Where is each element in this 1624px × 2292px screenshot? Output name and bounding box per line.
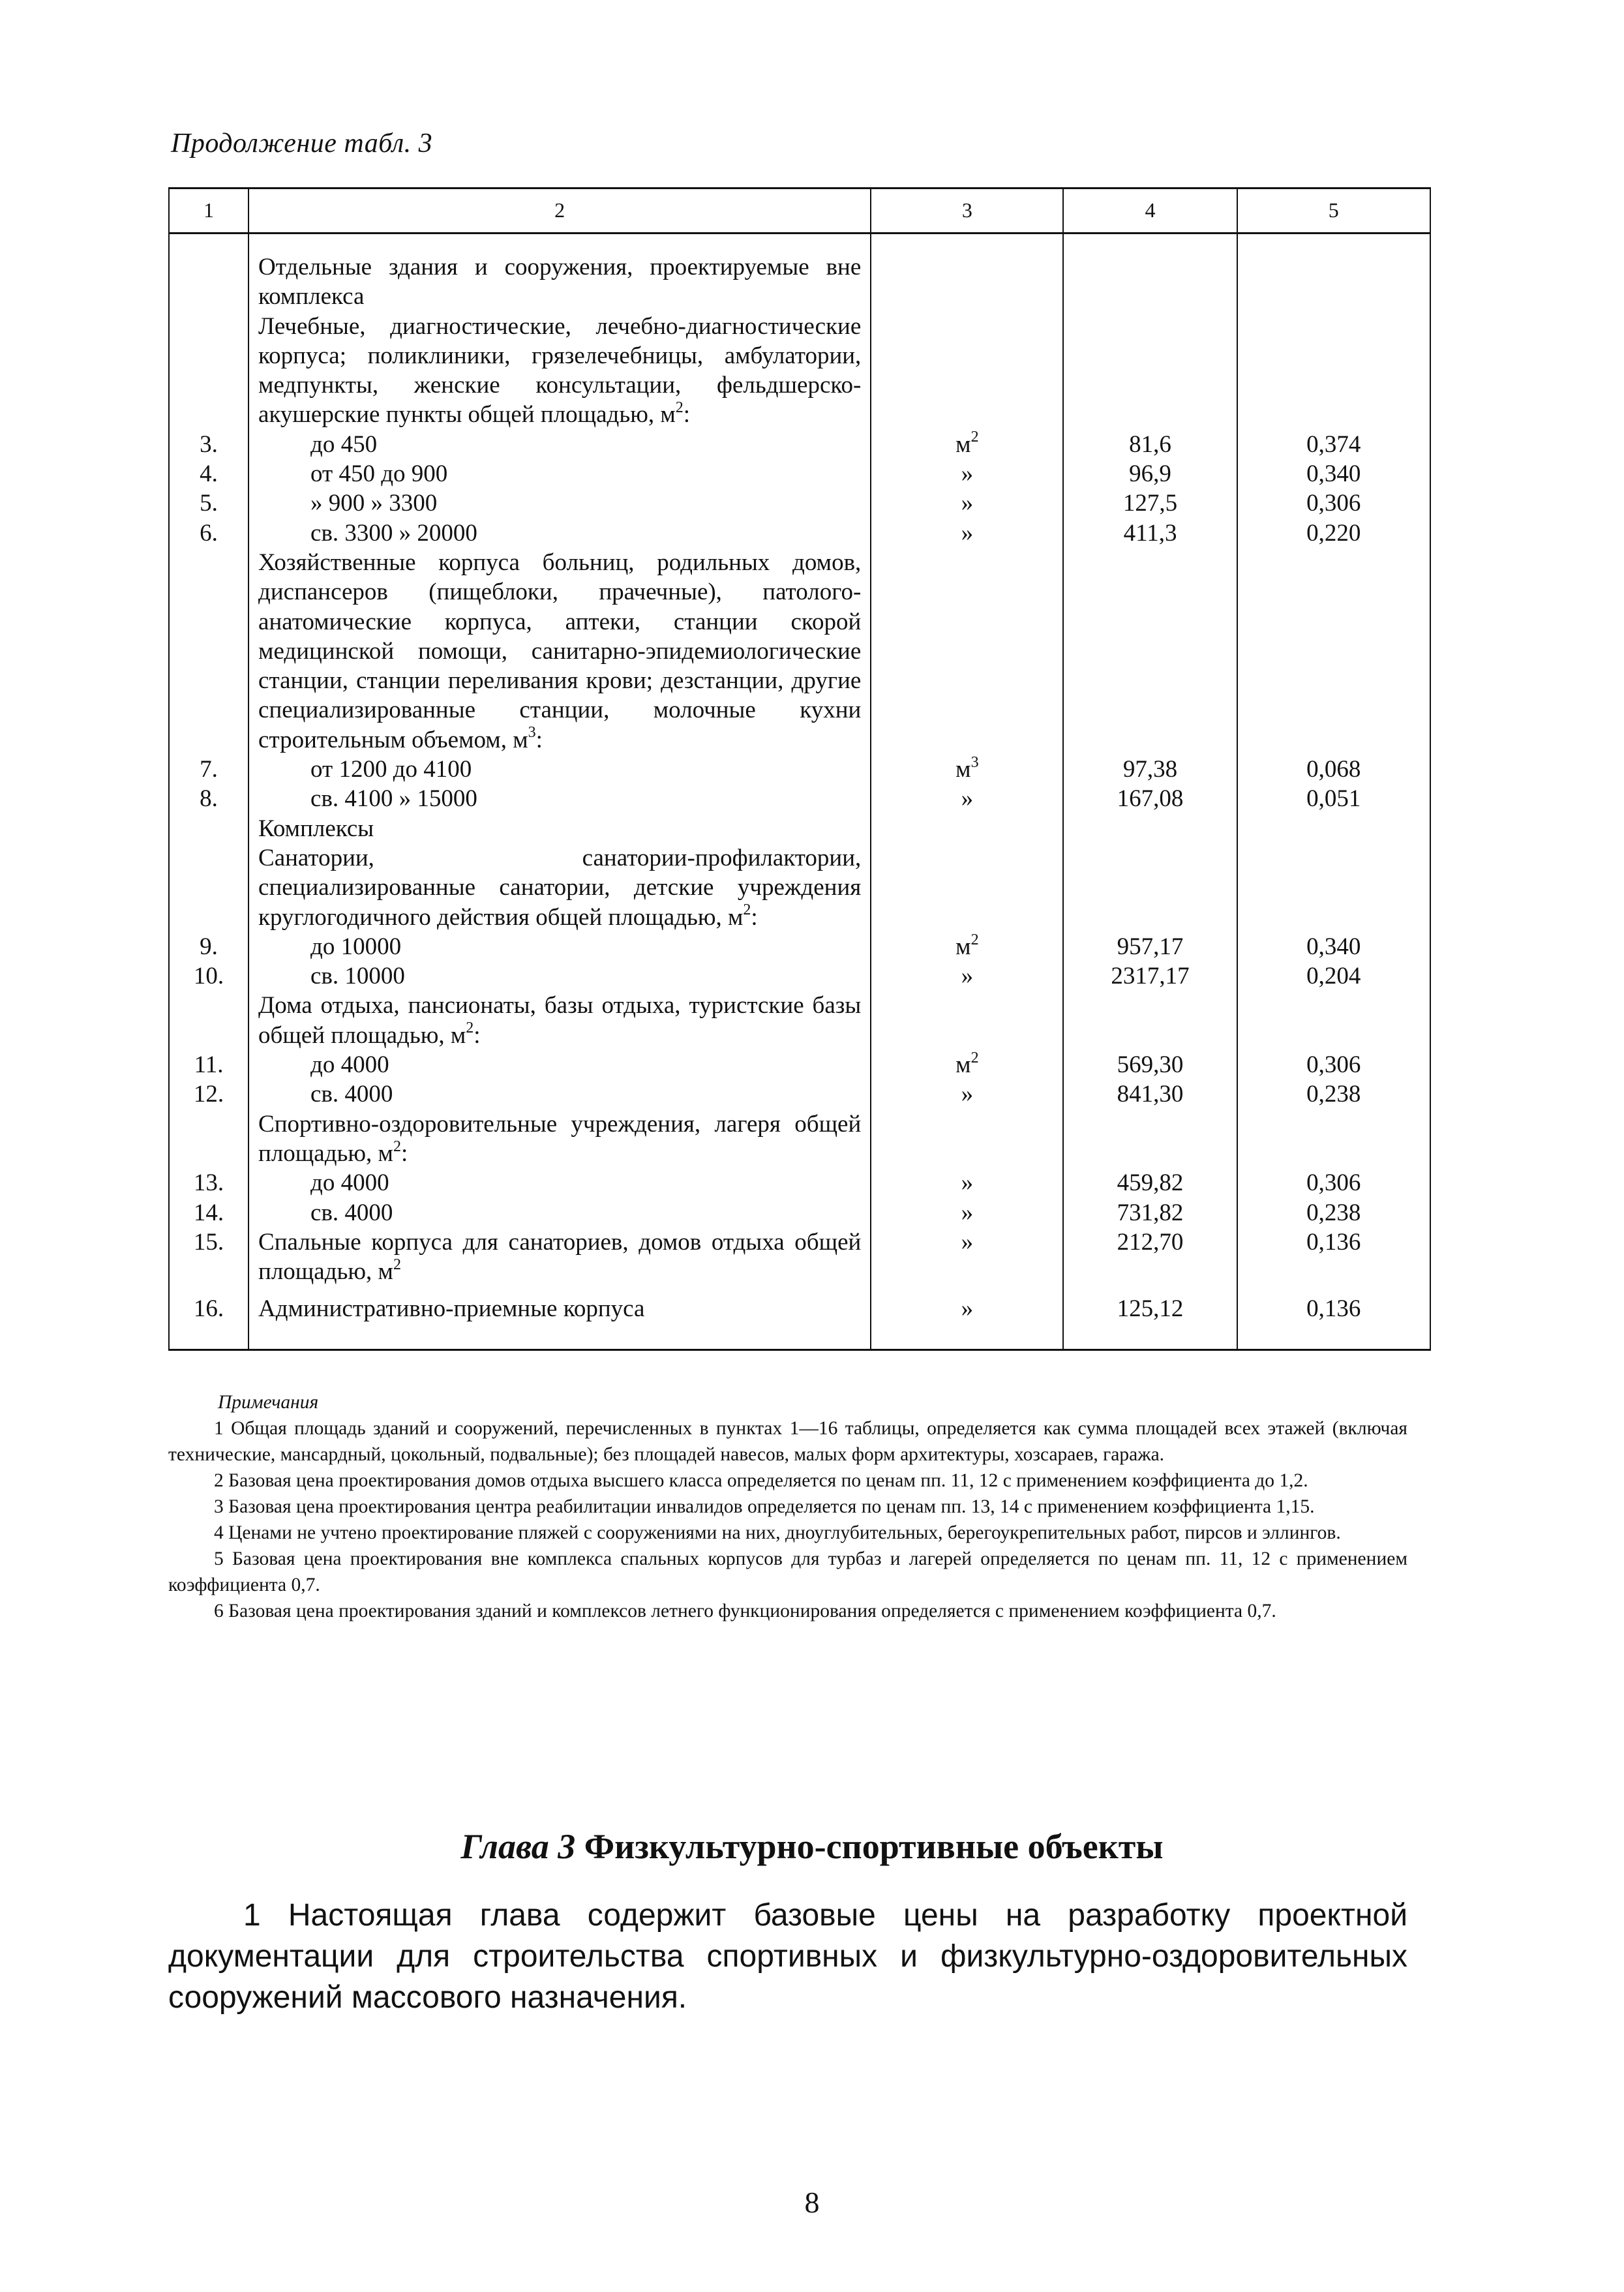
row-description xyxy=(248,1079,871,1109)
row-unit xyxy=(871,1198,1063,1228)
row-description xyxy=(248,1168,871,1198)
row-description-text: Дома отдыха, пансионаты, базы отдыха, туристские базы общей площадью, м xyxy=(258,992,862,1049)
row-unit xyxy=(871,234,1063,312)
row-number: 5. xyxy=(169,489,248,518)
row-description xyxy=(248,234,871,312)
price-table xyxy=(168,187,1431,1351)
row-number xyxy=(169,234,248,312)
row-description xyxy=(248,1198,871,1228)
table-row xyxy=(169,1198,1430,1228)
row-unit-text: » xyxy=(961,785,974,813)
page-number: 8 xyxy=(804,2186,820,2219)
row-description-text: от 450 до 900 xyxy=(310,460,448,488)
row-price-a xyxy=(1063,548,1237,755)
row-price-a: 569,30 xyxy=(1063,1050,1237,1079)
row-unit xyxy=(871,548,1063,755)
row-price-a: 127,5 xyxy=(1063,489,1237,518)
row-unit xyxy=(871,312,1063,430)
row-number: 4. xyxy=(169,459,248,489)
row-price-a: 212,70 xyxy=(1063,1228,1237,1287)
row-unit-text: » xyxy=(961,1228,974,1256)
row-price-b: 0,306 xyxy=(1237,1050,1430,1079)
unit-exponent: 2 xyxy=(743,901,751,919)
row-price-b: 0,238 xyxy=(1237,1198,1430,1228)
header-col-1: 1 xyxy=(169,188,248,234)
row-price-a xyxy=(1063,234,1237,312)
table-row xyxy=(169,1228,1430,1287)
row-number xyxy=(169,814,248,843)
row-unit-text: » xyxy=(961,1199,974,1226)
row-unit-text: » xyxy=(961,1169,974,1197)
row-unit xyxy=(871,843,1063,932)
table-row xyxy=(169,519,1430,548)
row-price-a: 957,17 xyxy=(1063,932,1237,961)
row-unit xyxy=(871,1079,1063,1109)
row-description xyxy=(248,1228,871,1287)
row-unit-text: » xyxy=(961,490,974,517)
chapter-paragraph xyxy=(168,1895,1407,2018)
row-unit xyxy=(871,1168,1063,1198)
table-header-row xyxy=(169,188,1430,234)
row-number: 12. xyxy=(169,1079,248,1109)
table-row xyxy=(169,755,1430,784)
table-row xyxy=(169,961,1430,991)
header-col-2: 2 xyxy=(248,188,871,234)
row-price-b: 0,051 xyxy=(1237,784,1430,813)
row-price-b xyxy=(1237,234,1430,312)
row-description xyxy=(248,843,871,932)
table-row xyxy=(169,1109,1430,1169)
row-price-a: 841,30 xyxy=(1063,1079,1237,1109)
row-description-text: св. 4000 xyxy=(310,1081,393,1108)
row-number: 7. xyxy=(169,755,248,784)
row-description-text: св. 10000 xyxy=(310,963,405,990)
row-price-b xyxy=(1237,843,1430,932)
row-number: 11. xyxy=(169,1050,248,1079)
table-row xyxy=(169,234,1430,312)
row-number: 8. xyxy=(169,784,248,813)
row-price-b: 0,136 xyxy=(1237,1286,1430,1350)
row-unit xyxy=(871,814,1063,843)
paragraph-text: 1 Настоящая глава содержит базовые цены на разработку проектной документации для строительства спортивных и физкультурно-оздоровительных сооружений массового назначения. xyxy=(168,1898,1407,2015)
unit-exponent: 2 xyxy=(970,1049,979,1066)
note-item: 5 Базовая цена проектирования вне комплекса спальных корпусов для турбаз и лагерей определяется по ценам пп. 11, 12 с применением коэффициента 0,7. xyxy=(168,1548,1407,1595)
table-continuation-caption: Продолжение табл. 3 xyxy=(171,128,433,158)
row-description-text: до 4000 xyxy=(310,1051,389,1079)
row-unit-text: » xyxy=(961,1081,974,1108)
row-description-suffix: : xyxy=(683,401,691,429)
note-item: 2 Базовая цена проектирования домов отдыха высшего класса определяется по ценам пп. 11, 12 с применением коэффициента до 1,2. xyxy=(214,1470,1308,1491)
row-description xyxy=(248,548,871,755)
row-number xyxy=(169,548,248,755)
row-description xyxy=(248,312,871,430)
row-description-text: Лечебные, диагностические, лечебно-диагностические корпуса; поликлиники, грязелечебницы, амбулатории, медпункты, женские консультации, фельдшерско-акушерские пункты общей площадью, м xyxy=(258,312,862,429)
row-description-text: Административно-приемные корпуса xyxy=(258,1295,645,1323)
row-description-text: св. 4000 xyxy=(310,1199,393,1226)
row-price-a: 731,82 xyxy=(1063,1198,1237,1228)
row-description xyxy=(248,814,871,843)
unit-exponent: 3 xyxy=(970,753,979,771)
row-price-a: 459,82 xyxy=(1063,1168,1237,1198)
row-unit-text: м xyxy=(955,430,971,458)
row-description-text: » 900 » 3300 xyxy=(310,490,438,517)
row-unit xyxy=(871,1050,1063,1079)
table-row xyxy=(169,1286,1430,1350)
row-price-a: 2317,17 xyxy=(1063,961,1237,991)
row-unit-text: » xyxy=(961,460,974,488)
row-description xyxy=(248,489,871,518)
row-number: 15. xyxy=(169,1228,248,1287)
row-price-b xyxy=(1237,814,1430,843)
notes-title: Примечания xyxy=(218,1392,319,1413)
row-price-a: 167,08 xyxy=(1063,784,1237,813)
row-unit-text: » xyxy=(961,1295,974,1323)
row-price-b: 0,068 xyxy=(1237,755,1430,784)
row-price-b: 0,340 xyxy=(1237,459,1430,489)
unit-exponent: 2 xyxy=(393,1256,401,1273)
row-description xyxy=(248,932,871,961)
table-row xyxy=(169,814,1430,843)
row-price-b: 0,136 xyxy=(1237,1228,1430,1287)
row-description-text: Санатории, санатории-профилактории, специализированные санатории, детские учреждения круглогодичного действия общей площадью, м xyxy=(258,844,862,931)
row-description xyxy=(248,755,871,784)
row-price-b xyxy=(1237,1109,1430,1169)
row-price-b xyxy=(1237,991,1430,1050)
row-description-text: св. 4100 » 15000 xyxy=(310,785,477,813)
row-unit xyxy=(871,489,1063,518)
row-description xyxy=(248,430,871,459)
row-unit xyxy=(871,961,1063,991)
row-description-text: Хозяйственные корпуса больниц, родильных домов, диспансеров (пищеблоки, прачечные), патолого-анатомические корпуса, аптеки, станции скорой медицинской помощи, санитарно-эпидемиологические станции, станции переливания крови; дезстанции, другие специализированные станции, молочные кухни строительным объемом, м xyxy=(258,549,862,753)
row-description-suffix: : xyxy=(535,726,543,753)
row-description-text: Спортивно-оздоровительные учреждения, лагеря общей площадью, м xyxy=(258,1110,862,1167)
row-unit xyxy=(871,1109,1063,1169)
row-unit xyxy=(871,459,1063,489)
table-row xyxy=(169,548,1430,755)
row-description-text: до 10000 xyxy=(310,933,402,960)
row-description xyxy=(248,1286,871,1350)
table-row xyxy=(169,991,1430,1050)
row-unit-text: м xyxy=(955,933,971,960)
row-description xyxy=(248,1109,871,1169)
chapter-heading xyxy=(0,1826,1624,1867)
unit-exponent: 2 xyxy=(675,399,684,417)
row-unit xyxy=(871,1286,1063,1350)
row-description xyxy=(248,459,871,489)
row-unit xyxy=(871,430,1063,459)
row-price-a: 81,6 xyxy=(1063,430,1237,459)
row-description-text: св. 3300 » 20000 xyxy=(310,519,477,547)
row-price-a xyxy=(1063,814,1237,843)
row-price-a: 411,3 xyxy=(1063,519,1237,548)
row-price-b: 0,238 xyxy=(1237,1079,1430,1109)
row-price-b xyxy=(1237,312,1430,430)
header-col-3: 3 xyxy=(871,188,1063,234)
row-unit-text: м xyxy=(955,1051,971,1079)
header-col-4: 4 xyxy=(1063,188,1237,234)
table-row xyxy=(169,784,1430,813)
row-description xyxy=(248,991,871,1050)
row-description xyxy=(248,961,871,991)
notes-section xyxy=(168,1389,1407,1624)
table-row xyxy=(169,489,1430,518)
row-description xyxy=(248,1050,871,1079)
row-number: 10. xyxy=(169,961,248,991)
table-body xyxy=(169,234,1430,1350)
unit-exponent: 2 xyxy=(393,1138,401,1155)
row-price-a: 97,38 xyxy=(1063,755,1237,784)
row-number xyxy=(169,312,248,430)
row-description-suffix: : xyxy=(474,1021,481,1049)
table-row xyxy=(169,1168,1430,1198)
table-row xyxy=(169,843,1430,932)
row-unit xyxy=(871,755,1063,784)
row-number: 6. xyxy=(169,519,248,548)
table-row xyxy=(169,1079,1430,1109)
row-unit xyxy=(871,991,1063,1050)
row-price-a xyxy=(1063,991,1237,1050)
row-price-a: 96,9 xyxy=(1063,459,1237,489)
row-unit xyxy=(871,784,1063,813)
row-number: 16. xyxy=(169,1286,248,1350)
header-col-5: 5 xyxy=(1237,188,1430,234)
row-price-b: 0,220 xyxy=(1237,519,1430,548)
row-unit-text: » xyxy=(961,963,974,990)
unit-exponent: 2 xyxy=(970,429,979,446)
table-row xyxy=(169,932,1430,961)
note-item: 6 Базовая цена проектирования зданий и комплексов летнего функционирования определяется с применением коэффициента 0,7. xyxy=(214,1601,1276,1621)
chapter-number: Глава 3 xyxy=(460,1827,576,1866)
row-number: 13. xyxy=(169,1168,248,1198)
row-description-text: Отдельные здания и сооружения, проектируемые вне комплекса xyxy=(258,254,862,310)
row-number xyxy=(169,1109,248,1169)
row-number: 14. xyxy=(169,1198,248,1228)
row-unit-text: » xyxy=(961,519,974,547)
row-description-text: до 450 xyxy=(310,430,378,458)
row-number: 3. xyxy=(169,430,248,459)
row-price-b xyxy=(1237,548,1430,755)
unit-exponent: 3 xyxy=(528,724,536,742)
row-price-b: 0,374 xyxy=(1237,430,1430,459)
row-price-b: 0,306 xyxy=(1237,489,1430,518)
row-price-b: 0,340 xyxy=(1237,932,1430,961)
row-description-text: Комплексы xyxy=(258,815,374,842)
row-number xyxy=(169,843,248,932)
row-description-text: до 4000 xyxy=(310,1169,389,1197)
note-item: 4 Ценами не учтено проектирование пляжей с сооружениями на них, дноуглубительных, берегоукрепительных работ, пирсов и эллингов. xyxy=(214,1522,1341,1543)
unit-exponent: 2 xyxy=(970,931,979,948)
table-row xyxy=(169,312,1430,430)
row-unit xyxy=(871,519,1063,548)
row-description xyxy=(248,519,871,548)
row-description-suffix: : xyxy=(400,1139,408,1167)
unit-exponent: 2 xyxy=(466,1019,474,1037)
row-description-text: от 1200 до 4100 xyxy=(310,756,472,783)
row-description-text: Спальные корпуса для санаториев, домов отдыха общей площадью, м xyxy=(258,1228,862,1286)
table-row xyxy=(169,1050,1430,1079)
row-unit-text: м xyxy=(955,756,971,783)
chapter-title: Физкультурно-спортивные объекты xyxy=(584,1827,1164,1866)
row-unit xyxy=(871,1228,1063,1287)
row-price-a: 125,12 xyxy=(1063,1286,1237,1350)
note-item: 1 Общая площадь зданий и сооружений, перечисленных в пунктах 1—16 таблицы, определяется как сумма площадей всех этажей (включая технические, мансардный, цокольный, подвальные); без площадей навесов, малых форм архитектуры, хозсараев, гаража. xyxy=(168,1418,1407,1465)
row-unit xyxy=(871,932,1063,961)
row-price-a xyxy=(1063,312,1237,430)
row-number xyxy=(169,991,248,1050)
row-description-suffix: : xyxy=(751,903,758,931)
table-row xyxy=(169,430,1430,459)
row-price-b: 0,204 xyxy=(1237,961,1430,991)
row-price-a xyxy=(1063,1109,1237,1169)
row-number: 9. xyxy=(169,932,248,961)
row-description xyxy=(248,784,871,813)
row-price-b: 0,306 xyxy=(1237,1168,1430,1198)
note-item: 3 Базовая цена проектирования центра реабилитации инвалидов определяется по ценам пп. 13, 14 с применением коэффициента 1,15. xyxy=(214,1496,1315,1517)
row-price-a xyxy=(1063,843,1237,932)
table-row xyxy=(169,459,1430,489)
